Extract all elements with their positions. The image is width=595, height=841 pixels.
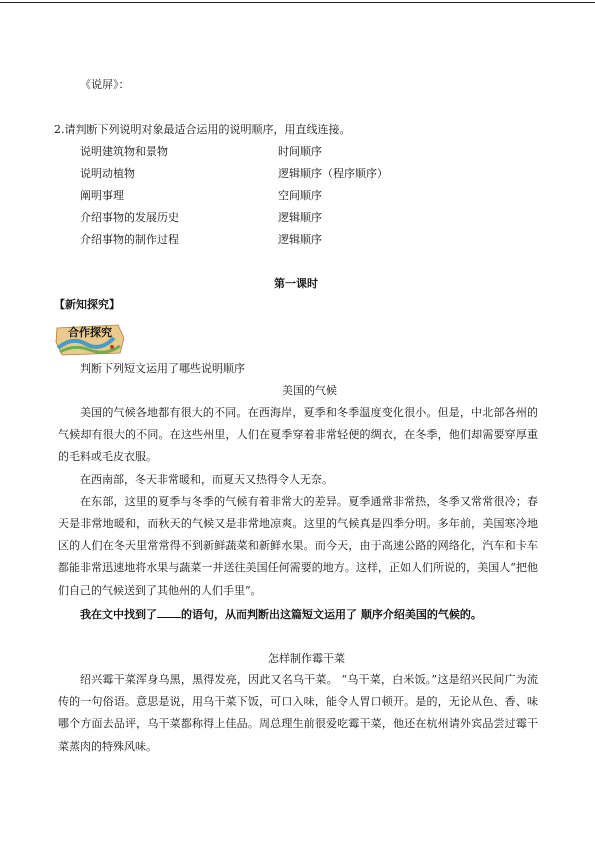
match-right-item-3: 空间顺序 [278,189,322,202]
match-left-item-4: 介绍事物的发展历史 [80,211,179,224]
match-right-item-4: 逻辑顺序 [278,211,322,224]
match-right-item-2: 逻辑顺序（程序顺序） [278,167,388,180]
question-2-prompt: 2.请判断下列说明对象最适合运用的说明顺序，用直线连接。 [54,123,351,136]
section-label: 【新知探究】 [54,298,120,311]
lesson-heading: 第一课时 [274,277,318,290]
match-right-item-1: 时间顺序 [278,145,322,158]
article-2-title: 怎样制作霉干菜 [268,652,345,665]
match-left-item-3: 阐明事理 [80,189,124,202]
match-left-item-2: 说明动植物 [80,167,135,180]
banner-label: 合作探究 [68,326,112,339]
match-left-item-1: 说明建筑物和景物 [80,145,168,158]
answer-blank [157,606,181,618]
article-1-body [58,402,538,602]
match-left-item-5: 介绍事物的制作过程 [80,233,179,246]
instruction-text: 判断下列短文运用了哪些说明顺序 [80,362,245,375]
shuoping-label: 《说屏》： [80,78,130,91]
question-part-1: 我在文中找到了 [80,608,157,621]
article-2-body [58,669,538,758]
article-1-title: 美国的气候 [282,384,337,397]
article-1-paragraph-1: 美国的气候各地都有很大的不同。在西海岸，夏季和冬季温度变化很小。但是，中北部各州的气候却有很大的不同。在这些州里，人们在夏季穿着非常轻便的绸衣，在冬季，他们却需要穿厚重的毛料或毛皮衣服。 [58,406,538,464]
article-2-paragraph: 绍兴霉干菜浑身乌黑，黑得发亮，因此又名乌干菜。 “乌干菜，白米饭。”这是绍兴民间广为流传的一句俗语。意思是说，用乌干菜下饭，可口入味，能令人胃口顿开。是的，无论从色、香、味哪个方面去品评，乌干菜都称得上佳品。周总理生前很爱吃霉干菜，他还在杭州请外宾品尝过霉干菜蒸肉的特殊风味。 [58,673,538,753]
article-1-paragraph-2: 在西南部，冬天非常暖和，而夏天又热得令人无奈。 [80,472,333,486]
match-right-item-5: 逻辑顺序 [278,233,322,246]
article-1-paragraph-3: 在东部，这里的夏季与冬季的气候有着非常大的差异。夏季通常非常热，冬季又常常很冷；春天是非常地暖和，而秋天的气候又是非常地凉爽。这里的气候真是四季分明。多年前，美国寒冷地区的人们在冬天里常常得不到新鲜蔬菜和新鲜水果。而今天，由于高速公路的网络化，汽车和卡车都能非常迅速地将水果与蔬菜一并送往美国任何需要的地方。这样，正如人们所说的，美国人“把他们自己的气候送到了其他州的人们手里”。 [58,494,538,597]
question-part-2: 的语句，从而判断出这篇短文运用了 顺序介绍美国的气候的。 [181,608,482,621]
page-top-rule [0,2,595,3]
cooperative-inquiry-banner [54,320,126,356]
article-1-question [80,606,482,622]
